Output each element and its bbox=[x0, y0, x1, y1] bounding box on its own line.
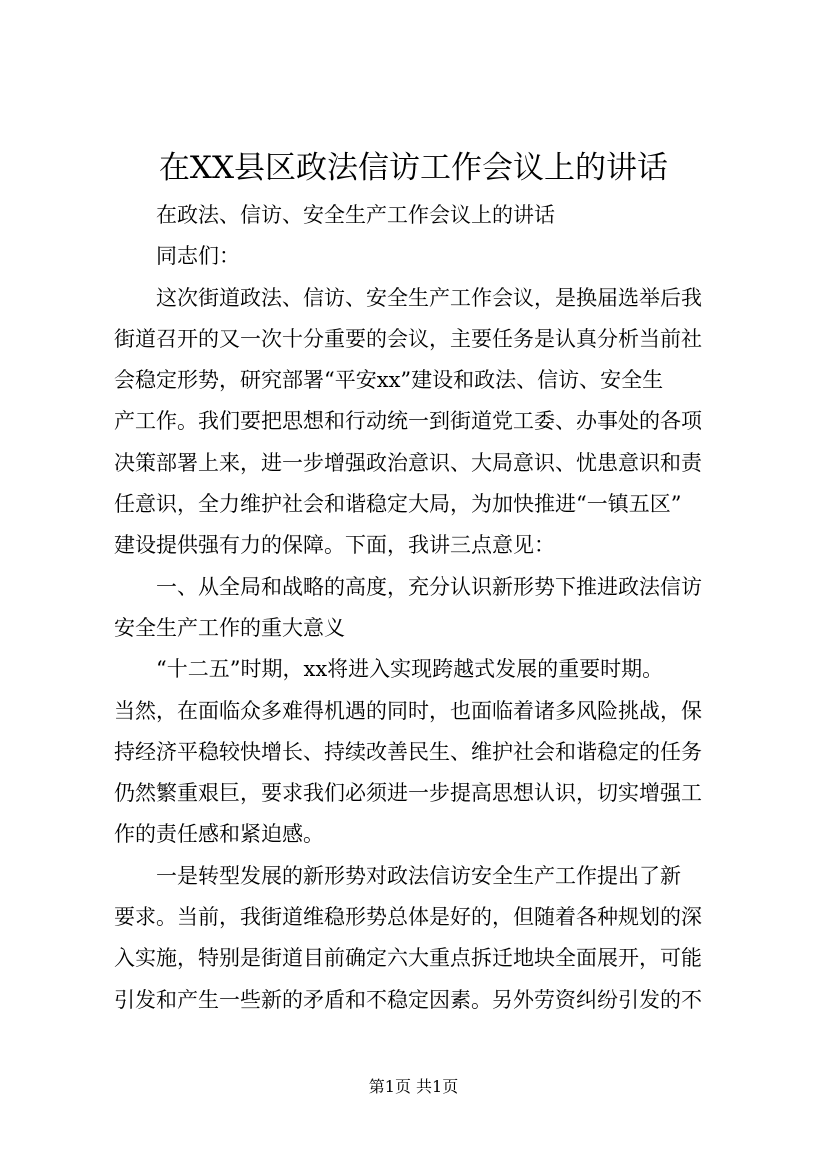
body-line: 这次街道政法、信访、安全生产工作会议，是换届选举后我 bbox=[156, 285, 702, 310]
body-line: 安全生产工作的重大意义 bbox=[114, 615, 345, 640]
body-line: 引发和产生一些新的矛盾和不稳定因素。另外劳资纠纷引发的不 bbox=[114, 987, 702, 1012]
body-line: “十二五”时期，xx将进入实现跨越式发展的重要时期。 bbox=[156, 657, 664, 682]
document-body bbox=[114, 195, 734, 1021]
document-title: 在XX县区政法信访工作会议上的讲话 bbox=[158, 150, 669, 186]
body-line: 同志们： bbox=[156, 244, 240, 269]
body-line: 决策部署上来，进一步增强政治意识、大局意识、忧患意识和责 bbox=[114, 450, 702, 475]
body-line: 一、从全局和战略的高度，充分认识新形势下推进政法信访 bbox=[156, 574, 702, 599]
body-line: 街道召开的又一次十分重要的会议，主要任务是认真分析当前社 bbox=[114, 326, 702, 351]
body-line: 建设提供强有力的保障。下面，我讲三点意见： bbox=[114, 533, 555, 558]
body-line: 产工作。我们要把思想和行动统一到街道党工委、办事处的各项 bbox=[114, 409, 702, 434]
body-line: 会稳定形势，研究部署“平安xx”建设和政法、信访、安全生 bbox=[114, 368, 664, 393]
body-line: 作的责任感和紧迫感。 bbox=[114, 822, 324, 847]
body-line: 在政法、信访、安全生产工作会议上的讲话 bbox=[156, 203, 555, 227]
body-line: 仍然繁重艰巨，要求我们必须进一步提高思想认识，切实增强工 bbox=[114, 781, 702, 806]
body-line: 持经济平稳较快增长、持续改善民生、维护社会和谐稳定的任务 bbox=[114, 739, 702, 764]
body-line: 一是转型发展的新形势对政法信访安全生产工作提出了新 bbox=[156, 863, 681, 888]
body-line: 要求。当前，我街道维稳形势总体是好的，但随着各种规划的深 bbox=[114, 905, 702, 930]
body-line: 任意识，全力维护社会和谐稳定大局，为加快推进“一镇五区” bbox=[114, 492, 682, 517]
body-line: 当然，在面临众多难得机遇的同时，也面临着诸多风险挑战，保 bbox=[114, 698, 702, 723]
page-footer: 第1页 共1页 bbox=[368, 1077, 459, 1096]
body-line: 入实施，特别是街道目前确定六大重点拆迁地块全面展开，可能 bbox=[114, 946, 702, 971]
